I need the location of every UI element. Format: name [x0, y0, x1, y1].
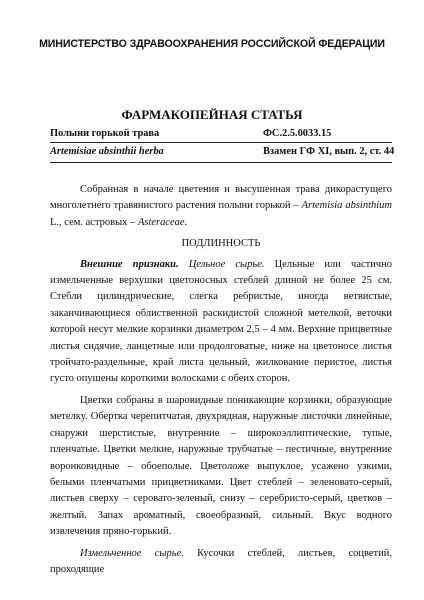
replaces-note: Взамен ГФ XI, вып. 2, ст. 44 [263, 146, 395, 157]
meta-row-2 [50, 146, 395, 157]
intro-family-name: Asteraceae. [137, 216, 188, 228]
divider-line [50, 162, 392, 163]
meta-row-1 [50, 128, 392, 139]
subheading-crushed-raw: Измельченное сырье. [80, 547, 184, 559]
section-title: ПОДЛИННОСТЬ [181, 238, 261, 250]
paragraph-text: Кусочки стеблей, листьев, соцветий, проходящие [50, 547, 393, 575]
subheading-external-signs: Внешние признаки. [80, 258, 179, 270]
paragraph-text: Цельные или частично измельченные верхушки цветоносных стеблей длиной не более 25 см. Стебли цилиндрические, слегка ребристые, иногда ветвистые, заканчивающиеся облиственной раскидистой сложной метелкой, веточки которой несут мелкие корзинки диаметром 2,5 – 4 мм. Верхние прицветные листья сидячие, ланцетные или продолговатые, ниже на цветоносе листья тройчато-раздельные, край листа цельный, жилкование перистое, листья густо опушены короткими волосками с обеих сторон. [50, 258, 392, 385]
herb-name-latin: Artemisiae absinthii herba [50, 146, 164, 157]
paragraph-flowers: Цветки собраны в шаровидные поникающие корзинки, образующие метелку. Обертка черепитчатая, двухрядная, наружные листочки линейные, снаружи шерстистые, внутренние – широкоэллиптические, тупые, пленчатые. Цветки мелкие, наружные трубчатые – пестичные, внутренние воронковидные – обоеполые. Цветоложе выпуклое, усажено узкими, белыми пленчатыми прицветниками. Цвет стеблей – зеленовато-серый, листьев сверху – серовато-зеленый, снизу – серебристо-серый, цветков – желтый. Запах ароматный, своеобразный, сильный. Вкус водного извлечения пряно-горький. [50, 394, 392, 538]
intro-paragraph [50, 182, 392, 231]
article-body [50, 182, 392, 583]
intro-text: Собранная в начале цветения и высушенная трава дикорастущего многолетнего травянистого растения полыни горькой – [50, 184, 392, 212]
subheading-whole-raw: Цельное сырье. [178, 258, 265, 270]
divider-line [50, 142, 392, 143]
herb-name-ru: Полыни горькой трава [50, 128, 160, 139]
intro-latin-name: Artemisia absinthium [301, 200, 392, 212]
intro-text-2: L., сем. астровых – [50, 216, 138, 228]
article-code: ФС.2.5.0033.15 [263, 128, 332, 139]
paragraph-crushed-raw [50, 546, 392, 579]
ministry-header: МИНИСТЕРСТВО ЗДРАВООХРАНЕНИЯ РОССИЙСКОЙ ФЕДЕРАЦИИ [39, 38, 385, 50]
document-title: ФАРМАКОПЕЙНАЯ СТАТЬЯ [121, 107, 303, 122]
paragraph-external-signs [50, 257, 392, 388]
